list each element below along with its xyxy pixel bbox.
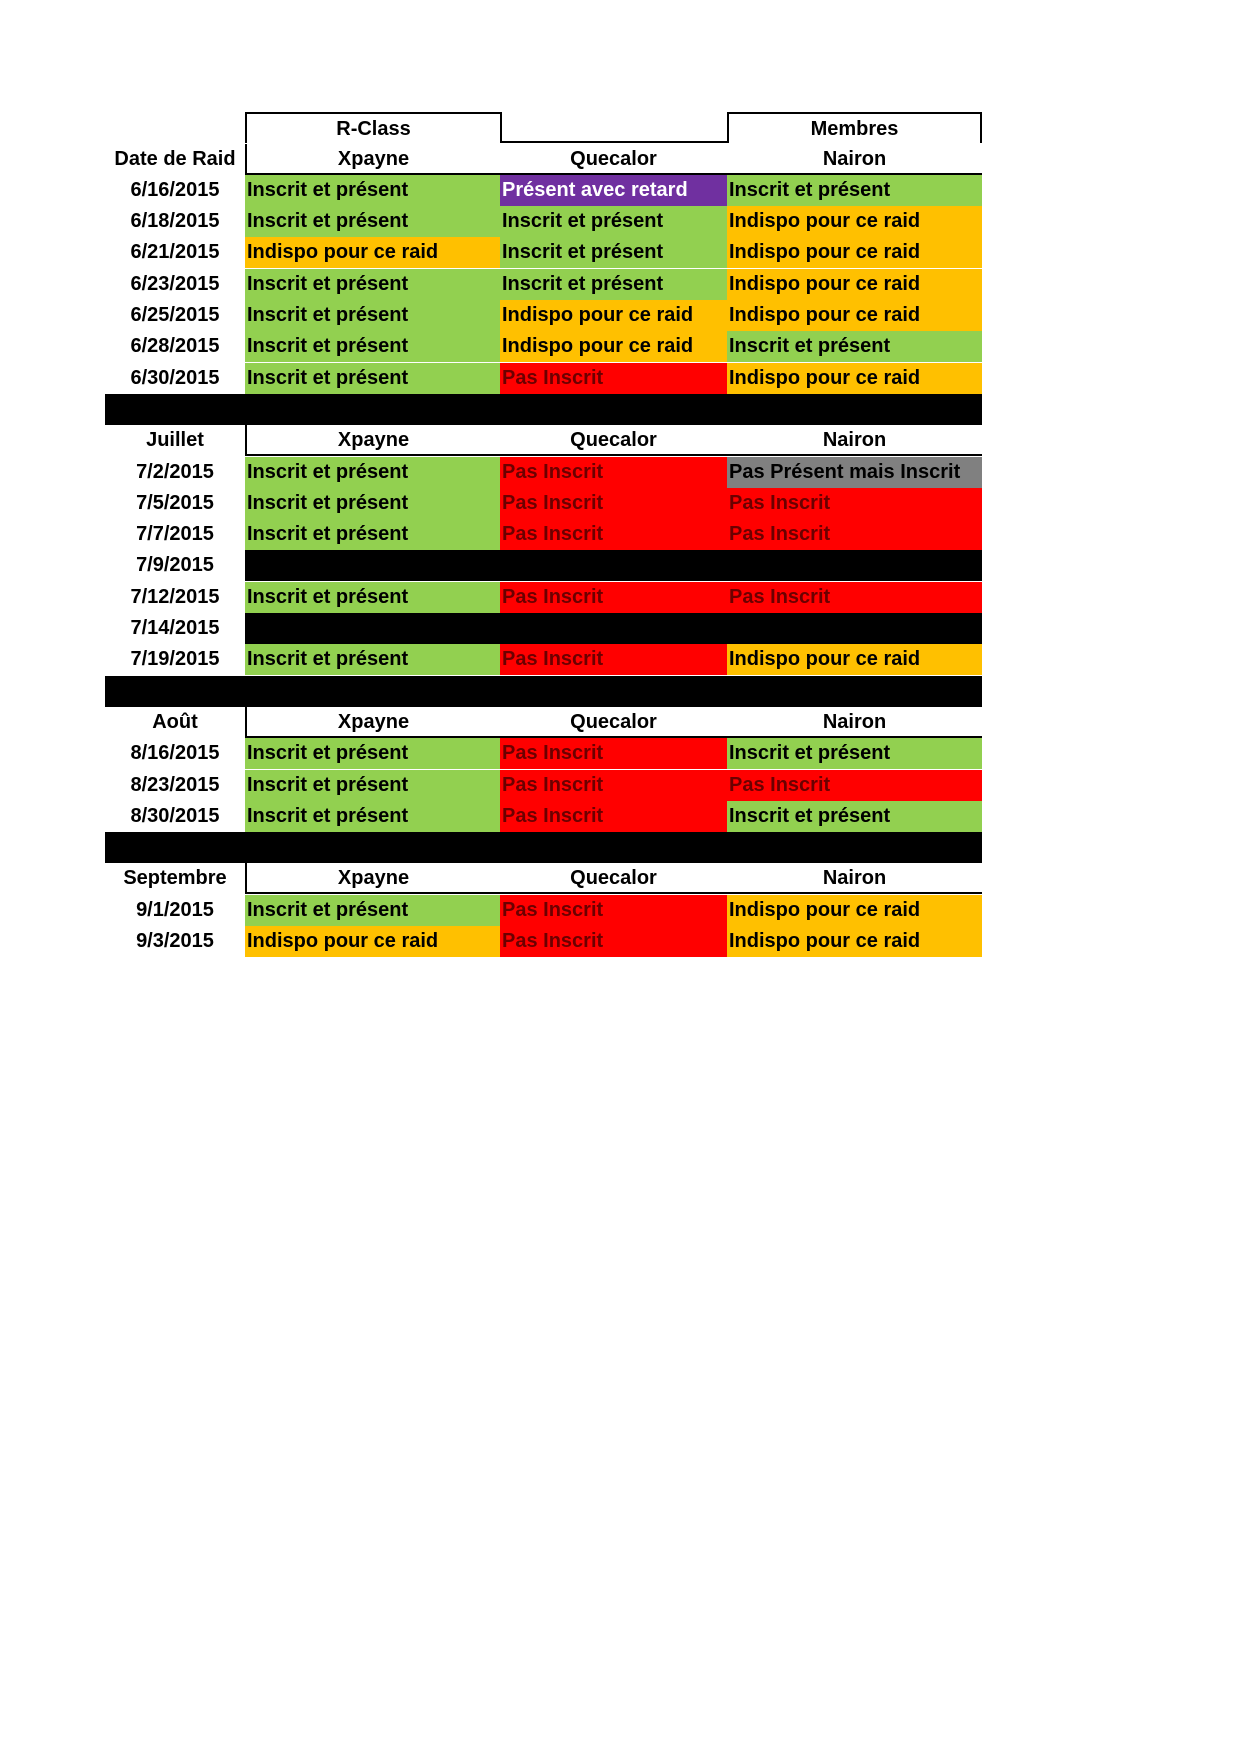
date-cell: 6/16/2015 — [130, 178, 220, 201]
date-cell: 6/25/2015 — [130, 304, 220, 326]
status-cell: Pas Inscrit — [500, 770, 727, 801]
status-cell: Inscrit et présent — [727, 175, 982, 206]
date-cell: 7/2/2015 — [136, 460, 214, 483]
section-separator-bar — [105, 676, 982, 707]
status-cell — [500, 613, 727, 644]
column-header-quecalor: Quecalor — [500, 425, 727, 456]
status-cell — [245, 613, 500, 644]
status-cell: Indispo pour ce raid — [500, 331, 727, 362]
status-cell: Indispo pour ce raid — [727, 363, 982, 394]
status-cell: Inscrit et présent — [245, 457, 500, 488]
status-cell: Inscrit et présent — [245, 300, 500, 331]
status-cell: Indispo pour ce raid — [727, 269, 982, 300]
date-cell: 6/30/2015 — [130, 366, 220, 389]
status-cell: Inscrit et présent — [245, 331, 500, 362]
status-cell: Inscrit et présent — [245, 488, 500, 519]
status-cell: Pas Inscrit — [500, 895, 727, 926]
status-cell: Inscrit et présent — [245, 801, 500, 832]
date-cell: 8/23/2015 — [130, 773, 220, 796]
status-cell: Pas Inscrit — [727, 519, 982, 550]
date-cell: 6/18/2015 — [130, 210, 220, 233]
date-cell: 7/9/2015 — [136, 554, 214, 577]
column-header-xpayne: Xpayne — [245, 425, 500, 456]
date-cell: 6/21/2015 — [130, 241, 220, 264]
status-cell — [727, 613, 982, 644]
status-cell: Pas Inscrit — [500, 488, 727, 519]
status-cell: Pas Inscrit — [500, 644, 727, 675]
status-cell: Pas Inscrit — [500, 582, 727, 613]
status-cell: Pas Inscrit — [727, 770, 982, 801]
status-cell: Pas Présent mais Inscrit — [727, 457, 982, 488]
status-cell: Indispo pour ce raid — [727, 926, 982, 957]
column-header-xpayne: Xpayne — [245, 863, 500, 894]
status-cell: Présent avec retard — [500, 175, 727, 206]
status-cell: Inscrit et présent — [245, 582, 500, 613]
date-cell: 6/23/2015 — [130, 272, 220, 295]
status-cell: Inscrit et présent — [245, 644, 500, 675]
section-label: Juillet — [146, 429, 204, 452]
status-cell: Inscrit et présent — [727, 331, 982, 362]
date-cell: 8/16/2015 — [130, 742, 220, 765]
date-cell: 7/19/2015 — [130, 648, 220, 671]
status-cell: Indispo pour ce raid — [727, 300, 982, 331]
date-cell: 7/14/2015 — [130, 617, 220, 639]
status-cell: Inscrit et présent — [245, 738, 500, 769]
date-cell: 7/7/2015 — [136, 523, 214, 546]
status-cell: Pas Inscrit — [500, 363, 727, 394]
section-separator-bar — [105, 832, 982, 863]
date-cell: 6/28/2015 — [130, 335, 220, 358]
section-label: Date de Raid — [114, 147, 236, 170]
column-header-nairon: Nairon — [727, 144, 982, 175]
status-cell: Inscrit et présent — [245, 363, 500, 394]
status-cell: Inscrit et présent — [245, 206, 500, 237]
status-cell: Inscrit et présent — [500, 269, 727, 300]
date-cell: 7/5/2015 — [136, 491, 214, 514]
status-cell: Pas Inscrit — [727, 582, 982, 613]
column-header-nairon: Nairon — [727, 707, 982, 738]
date-cell: 8/30/2015 — [130, 804, 220, 827]
status-cell: Indispo pour ce raid — [727, 644, 982, 675]
status-cell: Inscrit et présent — [245, 895, 500, 926]
status-cell: Inscrit et présent — [727, 738, 982, 769]
group-header-membres: Membres — [727, 112, 982, 143]
column-header-xpayne: Xpayne — [245, 707, 500, 738]
column-header-xpayne: Xpayne — [245, 144, 500, 175]
group-header-blank — [500, 112, 727, 143]
date-cell: 7/12/2015 — [130, 585, 220, 608]
status-cell: Indispo pour ce raid — [727, 895, 982, 926]
column-header-quecalor: Quecalor — [500, 863, 727, 894]
status-cell: Inscrit et présent — [245, 175, 500, 206]
status-cell: Inscrit et présent — [500, 206, 727, 237]
status-cell: Inscrit et présent — [727, 801, 982, 832]
column-header-quecalor: Quecalor — [500, 144, 727, 175]
status-cell: Indispo pour ce raid — [245, 926, 500, 957]
section-label: Septembre — [123, 867, 227, 890]
status-cell: Inscrit et présent — [245, 519, 500, 550]
status-cell — [245, 550, 500, 581]
section-label: Août — [152, 710, 198, 733]
status-cell: Inscrit et présent — [500, 237, 727, 268]
status-cell — [500, 550, 727, 581]
status-cell: Pas Inscrit — [500, 519, 727, 550]
column-header-nairon: Nairon — [727, 863, 982, 894]
date-cell: 9/1/2015 — [136, 898, 214, 921]
status-cell: Indispo pour ce raid — [245, 237, 500, 268]
section-separator-bar — [105, 394, 982, 425]
status-cell: Pas Inscrit — [500, 801, 727, 832]
status-cell: Pas Inscrit — [500, 738, 727, 769]
status-cell: Pas Inscrit — [727, 488, 982, 519]
status-cell: Inscrit et présent — [245, 770, 500, 801]
status-cell: Indispo pour ce raid — [727, 237, 982, 268]
status-cell — [727, 550, 982, 581]
status-cell: Pas Inscrit — [500, 457, 727, 488]
status-cell: Pas Inscrit — [500, 926, 727, 957]
column-header-quecalor: Quecalor — [500, 707, 727, 738]
group-header-rclass: R-Class — [245, 112, 500, 143]
status-cell: Indispo pour ce raid — [727, 206, 982, 237]
status-cell: Inscrit et présent — [245, 269, 500, 300]
status-cell: Indispo pour ce raid — [500, 300, 727, 331]
date-cell: 9/3/2015 — [136, 930, 214, 952]
column-header-nairon: Nairon — [727, 425, 982, 456]
